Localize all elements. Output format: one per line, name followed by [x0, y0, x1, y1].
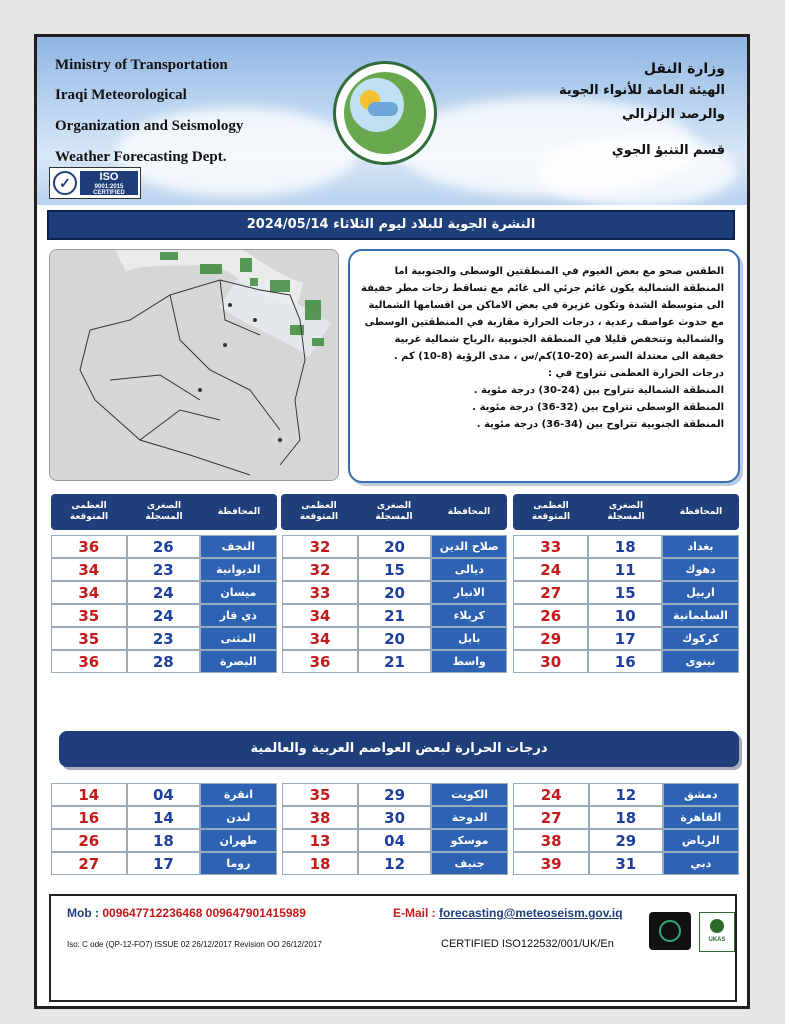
max-temp-cell: 14	[51, 783, 127, 806]
header-province: المحافظة	[217, 506, 261, 517]
city-name-cell: صلاح الدين	[431, 535, 507, 558]
org-name-ar-1: وزارة النقل	[643, 61, 725, 77]
mobile-label: Mob :	[67, 906, 99, 920]
min-temp-cell: 21	[358, 650, 432, 673]
max-temp-cell: 26	[513, 604, 588, 627]
city-name-cell: لندن	[200, 806, 276, 829]
header-max: العظمى المتوقعة	[299, 501, 339, 522]
max-temp-cell: 27	[51, 852, 127, 875]
iso-document-code: Iso: C ode (QP-12-FO7) ISSUE 02 26/12/2017 Revision OO 26/12/2017	[67, 940, 322, 949]
max-temp-cell: 16	[51, 806, 127, 829]
city-name-cell: الانبار	[431, 581, 507, 604]
min-temp-cell: 04	[127, 783, 201, 806]
crown-icon	[710, 919, 724, 933]
max-temp-cell: 32	[282, 535, 357, 558]
forecast-paragraph: الطقس صحو مع بعض الغيوم في المنطقتين الوسطى والجنوبية اما المنطقة الشمالية يكون غائم جزئي الى غائم مع تساقط زخات مطر خفيفة الى متوسطة الشدة وتكون غزيرة في بعض الاماكن من اقسامها الشمالية مع حدوث عواصف رعدية ، درجات الحرارة مقاربة في المنطقتين الوسطى والشمالية وتنخفض قليلا في المنطقة الجنوبية ،الرياح شمالية غربية خفيفة الى معتدلة السرعة (20-10)كم/س ، مدى الرؤية (8-10) كم .	[361, 266, 724, 362]
max-temp-cell: 24	[513, 558, 588, 581]
city-name-cell: ديالى	[431, 558, 507, 581]
forecast-description	[348, 249, 740, 483]
cloud-icon	[368, 102, 398, 116]
email-contact	[393, 906, 623, 920]
org-name-en-4: Weather Forecasting Dept.	[55, 149, 227, 165]
max-temp-cell: 38	[513, 829, 589, 852]
city-name-cell: البصرة	[200, 650, 277, 673]
ukas-label: UKAS	[708, 937, 726, 943]
header-group-3	[51, 494, 277, 530]
min-temp-cell: 23	[127, 558, 201, 581]
temps-south: المنطقة الجنوبية تتراوح بين (34-36) درجة مئوية .	[476, 419, 724, 430]
table-row	[51, 829, 739, 852]
min-temp-cell: 20	[358, 627, 432, 650]
mobile-numbers: 009647712236468 009647901415989	[102, 906, 306, 920]
mobile-contact	[67, 906, 306, 920]
city-name-cell: القاهرة	[663, 806, 739, 829]
city-name-cell: دهوك	[662, 558, 739, 581]
header-min: الصغرى المسجلة	[607, 501, 645, 522]
city-name-cell: واسط	[431, 650, 507, 673]
max-temp-cell: 36	[282, 650, 357, 673]
min-temp-cell: 24	[127, 581, 201, 604]
column-gap	[277, 829, 283, 852]
city-name-cell: نينوى	[662, 650, 739, 673]
column-gap	[277, 650, 283, 673]
city-name-cell: الرياض	[663, 829, 739, 852]
header-banner	[37, 37, 747, 205]
header-max: العظمى المتوقعة	[531, 501, 571, 522]
org-name-ar-4: قسم التنبؤ الجوي	[611, 143, 725, 158]
max-temp-cell: 30	[513, 650, 588, 673]
max-temp-cell: 36	[51, 650, 127, 673]
max-temp-cell: 29	[513, 627, 588, 650]
map-graphic	[50, 250, 338, 480]
max-temp-cell: 34	[282, 604, 357, 627]
max-temp-cell: 26	[51, 829, 127, 852]
column-gap	[507, 604, 513, 627]
city-name-cell: طهران	[200, 829, 276, 852]
column-gap	[508, 852, 514, 875]
temps-heading: درجات الحرارة العظمى تتراوح في :	[548, 368, 724, 379]
table-row	[51, 806, 739, 829]
email-link[interactable]: forecasting@meteoseism.gov.iq	[439, 906, 623, 920]
min-temp-cell: 24	[127, 604, 201, 627]
table-row	[51, 852, 739, 875]
max-temp-cell: 34	[51, 558, 127, 581]
city-name-cell: السليمانية	[662, 604, 739, 627]
iso-sub-label: 9001:2015 CERTIFIED	[93, 184, 125, 196]
min-temp-cell: 20	[358, 535, 432, 558]
table-row	[51, 650, 739, 673]
column-gap	[508, 806, 514, 829]
min-temp-cell: 12	[589, 783, 663, 806]
header-min: الصغرى المسجلة	[145, 501, 183, 522]
city-name-cell: بابل	[431, 627, 507, 650]
iso-certification-badge	[49, 167, 141, 199]
column-gap	[507, 558, 513, 581]
min-temp-cell: 18	[588, 535, 662, 558]
org-name-ar-2: الهيئة العامة للأنواء الجوية	[559, 83, 725, 98]
capitals-title: درجات الحرارة لبعض العواصم العربية والعالمية	[59, 731, 739, 767]
min-temp-cell: 15	[358, 558, 432, 581]
min-temp-cell: 18	[127, 829, 201, 852]
table-row	[51, 627, 739, 650]
org-name-en-2: Iraqi Meteorological	[55, 87, 187, 103]
column-gap	[277, 558, 283, 581]
temps-central: المنطقة الوسطى تتراوح بين (32-36) درجة مئوية .	[472, 402, 724, 413]
header-province: المحافظة	[679, 506, 723, 517]
max-temp-cell: 33	[282, 581, 357, 604]
column-gap	[277, 581, 283, 604]
bulletin-title: النشرة الجوية للبلاد ليوم الثلاثاء 2024/05/14	[47, 210, 735, 240]
city-name-cell: الكويت	[431, 783, 507, 806]
max-temp-cell: 36	[51, 535, 127, 558]
max-temp-cell: 34	[282, 627, 357, 650]
min-temp-cell: 20	[358, 581, 432, 604]
city-name-cell: روما	[200, 852, 276, 875]
min-temp-cell: 17	[127, 852, 201, 875]
max-temp-cell: 35	[282, 783, 358, 806]
min-temp-cell: 29	[589, 829, 663, 852]
org-name-en-3: Organization and Seismology	[55, 118, 244, 134]
max-temp-cell: 24	[513, 783, 589, 806]
city-name-cell: ذي قار	[200, 604, 277, 627]
min-temp-cell: 31	[589, 852, 663, 875]
city-name-cell: دمشق	[663, 783, 739, 806]
column-gap	[507, 650, 513, 673]
min-temp-cell: 28	[127, 650, 201, 673]
table-row	[51, 604, 739, 627]
table-row	[51, 581, 739, 604]
min-temp-cell: 30	[358, 806, 432, 829]
checkmark-icon: ✓	[53, 171, 77, 195]
column-gap	[277, 806, 283, 829]
capitals-table	[51, 783, 739, 875]
min-temp-cell: 23	[127, 627, 201, 650]
header-min: الصغرى المسجلة	[375, 501, 413, 522]
column-gap	[508, 783, 514, 806]
temps-north: المنطقة الشمالية تتراوح بين (24-30) درجة مئوية .	[473, 385, 724, 396]
min-temp-cell: 29	[358, 783, 432, 806]
email-label: E-Mail :	[393, 906, 436, 920]
min-temp-cell: 04	[358, 829, 432, 852]
max-temp-cell: 35	[51, 627, 127, 650]
min-temp-cell: 15	[588, 581, 662, 604]
column-gap	[277, 627, 283, 650]
table-row	[51, 535, 739, 558]
max-temp-cell: 32	[282, 558, 357, 581]
max-temp-cell: 39	[513, 852, 589, 875]
column-gap	[508, 829, 514, 852]
certification-logo	[649, 912, 691, 950]
max-temp-cell: 33	[513, 535, 588, 558]
table-row	[51, 783, 739, 806]
column-gap	[507, 535, 513, 558]
header-group-2	[281, 494, 507, 530]
max-temp-cell: 38	[282, 806, 358, 829]
certification-text: CERTIFIED ISO122532/001/UK/En	[441, 938, 614, 950]
iso-label: ISO	[99, 171, 119, 183]
min-temp-cell: 21	[358, 604, 432, 627]
min-temp-cell: 14	[127, 806, 201, 829]
city-name-cell: المثنى	[200, 627, 277, 650]
city-name-cell: كربلاء	[431, 604, 507, 627]
organization-logo	[333, 61, 437, 165]
min-temp-cell: 11	[588, 558, 662, 581]
city-name-cell: الدوحة	[431, 806, 507, 829]
column-gap	[507, 627, 513, 650]
footer	[49, 894, 737, 1002]
max-temp-cell: 13	[282, 829, 358, 852]
column-gap	[277, 783, 283, 806]
org-name-ar-3: والرصد الزلزالي	[622, 107, 725, 122]
header-max: العظمى المتوقعة	[69, 501, 109, 522]
bulletin-frame	[34, 34, 750, 1009]
table-row	[51, 558, 739, 581]
city-name-cell: اربيل	[662, 581, 739, 604]
max-temp-cell: 27	[513, 581, 588, 604]
max-temp-cell: 27	[513, 806, 589, 829]
max-temp-cell: 34	[51, 581, 127, 604]
max-temp-cell: 18	[282, 852, 358, 875]
seal-icon	[659, 920, 681, 942]
max-temp-cell: 35	[51, 604, 127, 627]
header-group-1	[513, 494, 739, 530]
min-temp-cell: 12	[358, 852, 432, 875]
city-name-cell: دبي	[663, 852, 739, 875]
min-temp-cell: 26	[127, 535, 201, 558]
city-name-cell: انقرة	[200, 783, 276, 806]
iraq-satellite-map	[49, 249, 339, 481]
min-temp-cell: 18	[589, 806, 663, 829]
min-temp-cell: 17	[588, 627, 662, 650]
column-gap	[277, 604, 283, 627]
city-name-cell: كركوك	[662, 627, 739, 650]
city-name-cell: جنيف	[431, 852, 507, 875]
ukas-logo	[699, 912, 735, 952]
org-name-en-1: Ministry of Transportation	[55, 57, 228, 73]
city-name-cell: ميسان	[200, 581, 277, 604]
min-temp-cell: 10	[588, 604, 662, 627]
header-province: المحافظة	[447, 506, 491, 517]
provinces-table	[51, 535, 739, 673]
column-gap	[277, 535, 283, 558]
column-gap	[507, 581, 513, 604]
column-gap	[277, 852, 283, 875]
city-name-cell: بغداد	[662, 535, 739, 558]
min-temp-cell: 16	[588, 650, 662, 673]
city-name-cell: موسكو	[431, 829, 507, 852]
city-name-cell: الديوانية	[200, 558, 277, 581]
city-name-cell: النجف	[200, 535, 277, 558]
